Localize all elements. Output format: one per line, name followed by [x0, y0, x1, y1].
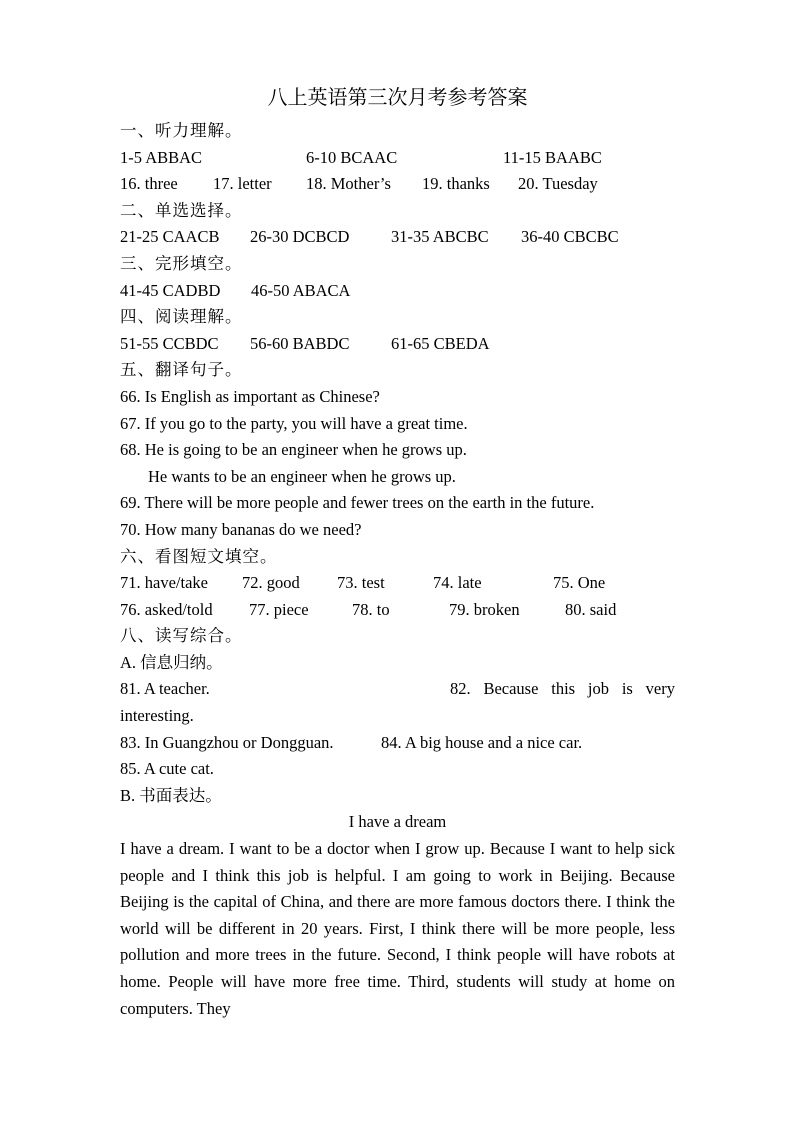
- answer-item: 84. A big house and a nice car.: [381, 732, 583, 752]
- answer-item: 20. Tuesday: [518, 174, 598, 194]
- answer-item: 82. Because this job is very: [450, 679, 675, 699]
- answer-group: 51-55 CCBDC: [120, 333, 219, 353]
- answer-item: 80. said: [565, 599, 617, 619]
- answer-item: 16. three: [120, 174, 178, 194]
- answer-item: 73. test: [337, 573, 385, 593]
- answer-item: 19. thanks: [422, 174, 490, 194]
- answer-group: 46-50 ABACA: [251, 280, 351, 300]
- answer-item: 76. asked/told: [120, 599, 213, 619]
- translation-answer-alt: He wants to be an engineer when he grows up.: [148, 466, 456, 486]
- answer-group: 56-60 BABDC: [250, 333, 350, 353]
- answer-group: 61-65 CBEDA: [391, 333, 490, 353]
- answer-group: 1-5 ABBAC: [120, 147, 203, 167]
- answer-group: 11-15 BAABC: [503, 147, 602, 167]
- answer-item: 71. have/take: [120, 573, 208, 593]
- section-heading-picture-fill: 六、看图短文填空。: [120, 546, 278, 566]
- answer-item: 18. Mother’s: [306, 174, 391, 194]
- essay-body: I have a dream. I want to be a doctor when I grow up. Because I want to help sick people and I think this job is helpful. I am going to work in Beijing. Because Beijing is the capital of China, and there are more famous doctors there. I think the world will be different in 20 years. First, I think there will be more people, less pollution and more trees in the future. Second, I think people will have robots at home. People will have more free time. Third, students will study at home on computers. They: [120, 839, 675, 1018]
- translation-answer: 67. If you go to the party, you will have a great time.: [120, 413, 468, 433]
- answer-group: 41-45 CADBD: [120, 280, 221, 300]
- answer-item: 72. good: [242, 573, 300, 593]
- answer-sheet: [120, 78, 675, 1022]
- answer-row: [120, 278, 675, 305]
- answer-group: 6-10 BCAAC: [306, 147, 398, 167]
- section-heading-integrated: 八、读写综合。: [120, 626, 243, 646]
- answer-item: 81. A teacher.: [120, 679, 210, 699]
- part-b-heading: B. 书面表达。: [120, 785, 222, 805]
- answer-item: 17. letter: [213, 174, 272, 194]
- answer-item: 79. broken: [449, 599, 520, 619]
- section-heading-choice: 二、单选选择。: [120, 200, 243, 220]
- answer-item: 85. A cute cat.: [120, 759, 214, 779]
- answer-item: 75. One: [553, 573, 606, 593]
- answer-row: [120, 171, 675, 198]
- answer-group: 36-40 CBCBC: [521, 227, 619, 247]
- answer-row: [120, 145, 675, 172]
- answer-row: [120, 730, 675, 757]
- translation-answer: 66. Is English as important as Chinese?: [120, 386, 380, 406]
- section-heading-reading: 四、阅读理解。: [120, 307, 243, 327]
- answer-item: 77. piece: [249, 599, 309, 619]
- essay-title: I have a dream: [348, 812, 447, 832]
- translation-answer: 70. How many bananas do we need?: [120, 519, 362, 539]
- answer-item: 74. late: [433, 573, 482, 593]
- translation-answer: 68. He is going to be an engineer when he grows up.: [120, 440, 467, 460]
- section-heading-translation: 五、翻译句子。: [120, 360, 243, 380]
- part-a-heading: A. 信息归纳。: [120, 652, 223, 672]
- answer-group: 31-35 ABCBC: [391, 227, 489, 247]
- answer-item: 83. In Guangzhou or Dongguan.: [120, 732, 334, 752]
- section-heading-listening: 一、听力理解。: [120, 121, 243, 140]
- answer-group: 21-25 CAACB: [120, 227, 220, 247]
- answer-row: [120, 331, 675, 358]
- answer-row: [120, 597, 675, 624]
- answer-group: 26-30 DCBCD: [250, 227, 350, 247]
- answer-row: [120, 570, 675, 597]
- answer-item: 78. to: [352, 599, 390, 619]
- page-title: 八上英语第三次月考参考答案: [267, 87, 528, 109]
- answer-row: [120, 224, 675, 251]
- translation-answer: 69. There will be more people and fewer trees on the earth in the future.: [120, 493, 595, 513]
- section-heading-cloze: 三、完形填空。: [120, 253, 243, 273]
- answer-continuation: interesting.: [120, 706, 194, 726]
- answer-row: [120, 676, 675, 703]
